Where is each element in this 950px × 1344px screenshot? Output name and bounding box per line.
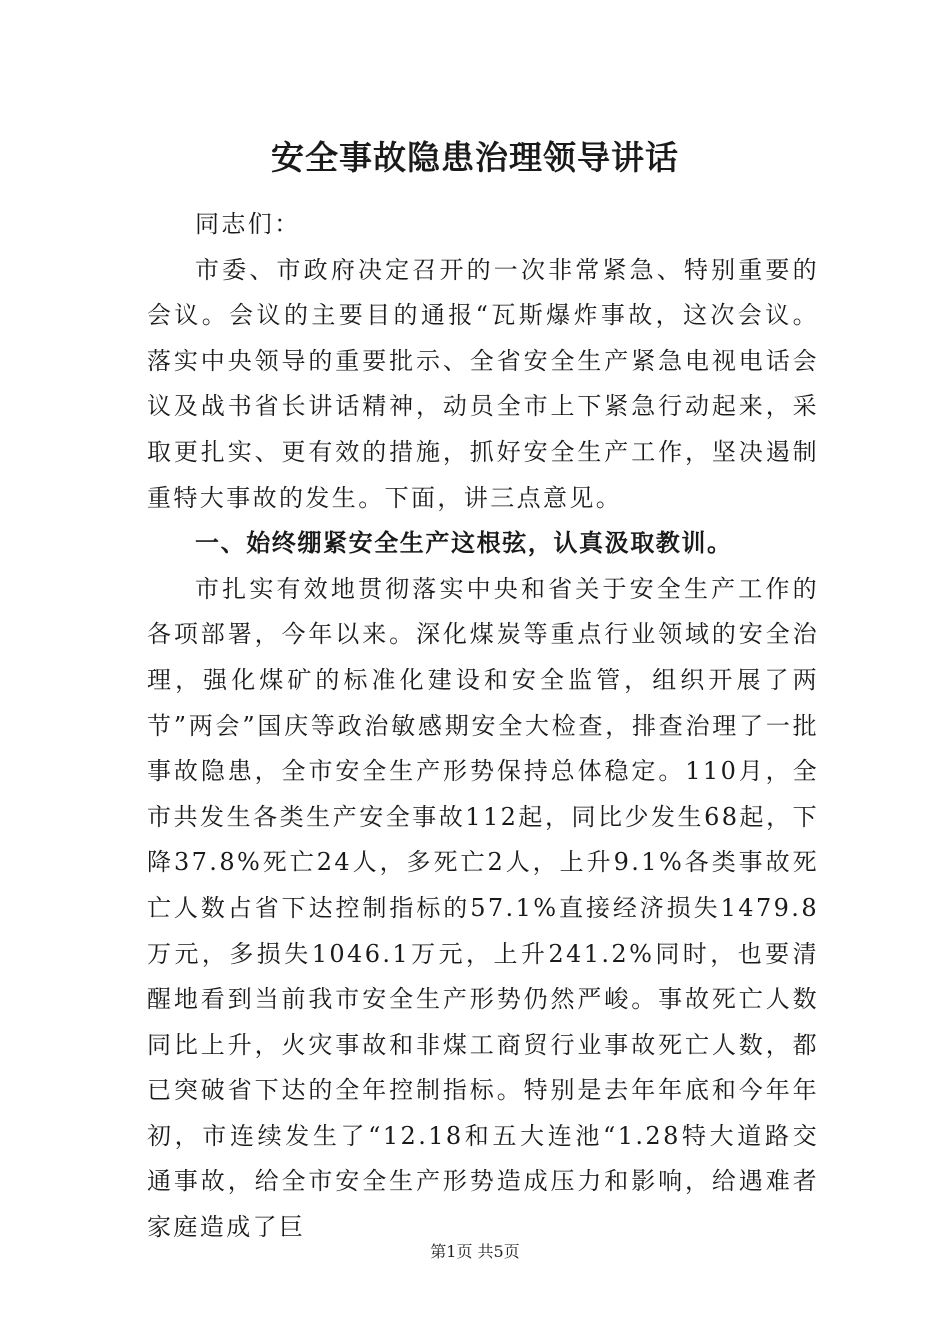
section-heading-1: 一、始终绷紧安全生产这根弦，认真汲取教训。 (195, 529, 733, 558)
salutation: 同志们： (195, 210, 301, 238)
page-footer: 第1页 共5页 (430, 1242, 520, 1261)
body-paragraph-1: 市委、市政府决定召开的一次非常紧急、特别重要的会议。会议的主要目的通报“瓦斯爆炸事故，这次会议。落实中央领导的重要批示、全省安全生产紧急电视电话会议及战书省长讲话精神，动员全市上下紧急行动起来，采取更扎实、更有效的措施，抓好安全生产工作，坚决遏制重特大事故的发生。下面，讲三点意见。 (147, 255, 819, 512)
document-title: 安全事故隐患治理领导讲话 (271, 138, 679, 177)
body-paragraph-2: 市扎实有效地贯彻落实中央和省关于安全生产工作的各项部署，今年以来。深化煤炭等重点行业领域的安全治理，强化煤矿的标准化建设和安全监管，组织开展了两节”两会”国庆等政治敏感期安全大检查，排查治理了一批事故隐患，全市安全生产形势保持总体稳定。110月，全市共发生各类生产安全事故112起，同比少发生68起，下降37.8%死亡24人，多死亡2人，上升9.1%各类事故死亡人数占省下达控制指标的57.1%直接经济损失1479.8万元，多损失1046.1万元，上升241.2%同时，也要清醒地看到当前我市安全生产形势仍然严峻。事故死亡人数同比上升，火灾事故和非煤工商贸行业事故死亡人数，都已突破省下达的全年控制指标。特别是去年年底和今年年初，市连续发生了“12.18和五大连池“1.28特大道路交通事故，给全市安全生产形势造成压力和影响，给遇难者家庭造成了巨 (147, 574, 819, 1242)
document-body (147, 202, 819, 1251)
